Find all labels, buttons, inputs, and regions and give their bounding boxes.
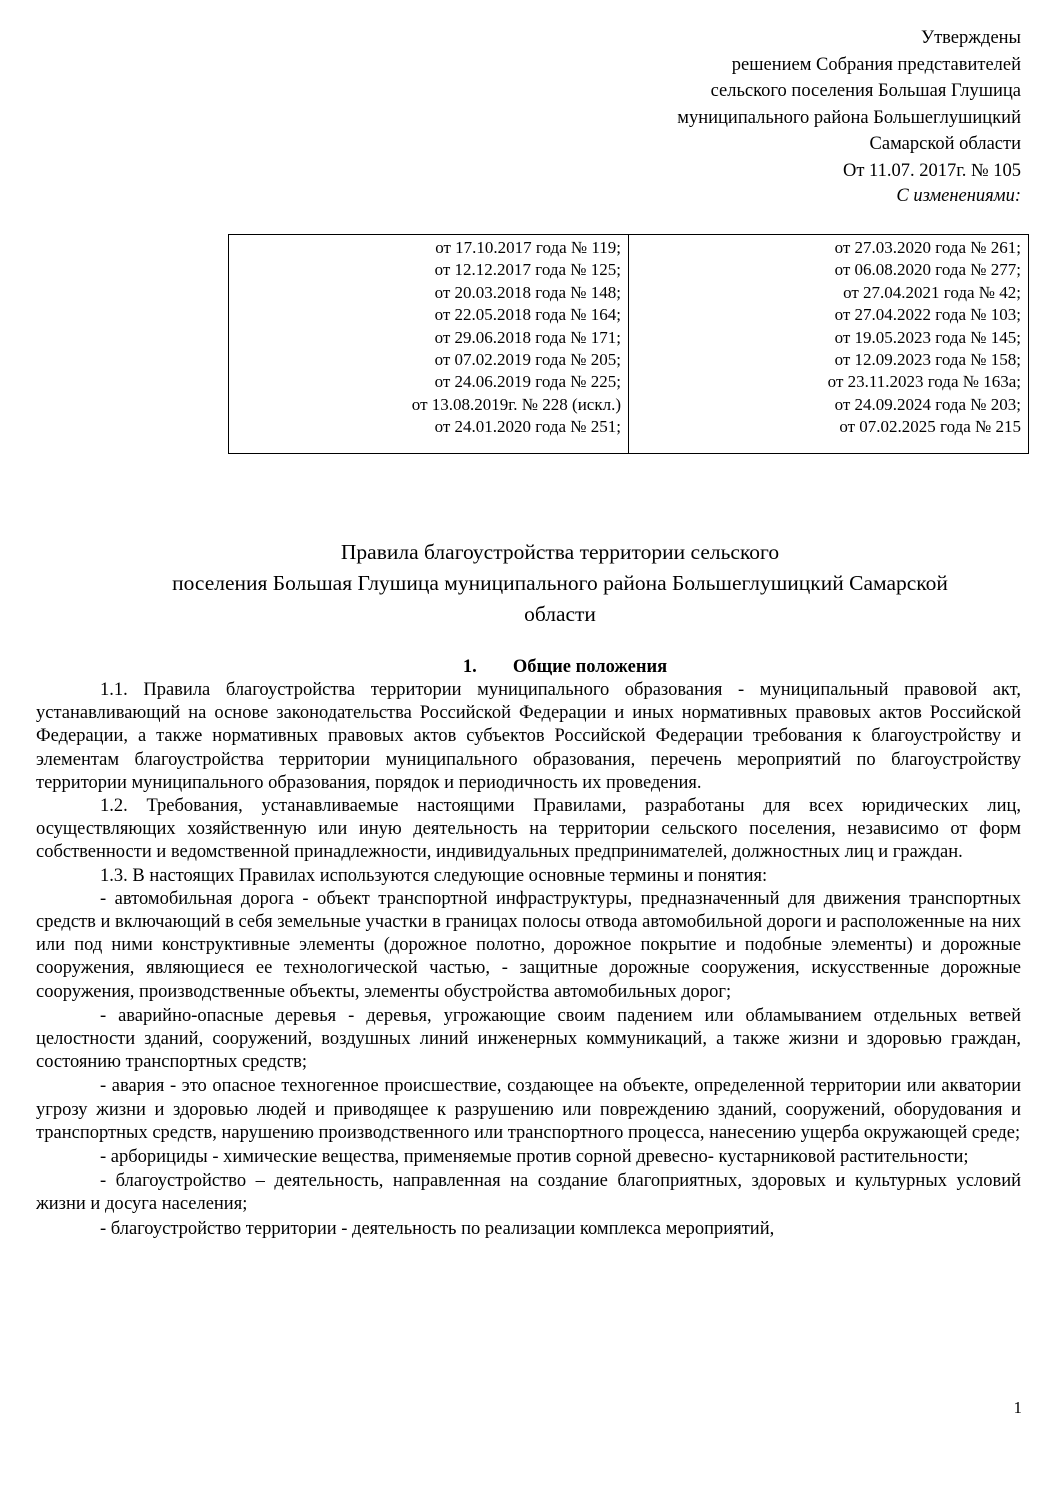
amendment-entry: от 20.03.2018 года № 148; — [434, 282, 621, 302]
amendment-entry: от 13.08.2019г. № 228 (искл.) — [411, 394, 621, 414]
amendment-entry: от 07.02.2025 года № 215 — [839, 417, 1021, 437]
amendment-entry: от 24.01.2020 года № 251; — [434, 417, 621, 437]
paragraph: 1.1. Правила благоустройства территории муниципального образования - муниципальный правовой акт, устанавливающий на основе законодательства Российской Федерации и иных нормативных правовых актов Российской Федерации, а также нормативных правовых актов субъектов Российской Федерации требования к благоустройству и элементам благоустройства территории муниципального образования, перечень мероприятий по благоустройству территории муниципального образования, порядок и периодичность их проведения. — [36, 680, 1021, 793]
section-heading — [0, 655, 1058, 679]
paragraph: 1.2. Требования, устанавливаемые настоящими Правилами, разработаны для всех юридических лиц, осуществляющих хозяйственную или иную деятельность на территории сельского поселения, независимо от форм собственности и ведомственной принадлежности, индивидуальных предпринимателей, должностных лиц и граждан. — [36, 796, 1021, 863]
approval-line: Утверждены — [920, 28, 1021, 48]
paragraph: - автомобильная дорога - объект транспортной инфраструктуры, предназначенный для движения транспортных средств и включающий в себя земельные участки в границах полосы отвода автомобильной дороги и расположенные на них или под ними конструктивные элементы (дорожное полотно, дорожное покрытие и подобные элементы) и дорожные сооружения, являющиеся ее технологической частью, - защитные дорожные сооружения, искусственные дорожные сооружения, производственные объекты, элементы обустройства автомобильных дорог; — [36, 888, 1021, 1002]
amendments-row — [229, 235, 1029, 454]
paragraph: - благоустройство территории - деятельность по реализации комплекса мероприятий, — [100, 1218, 775, 1239]
paragraph: - авария - это опасное техногенное происшествие, создающее на объекте, определенной территории или акватории угрозу жизни и здоровью людей и приводящее к разрушению или повреждению зданий, сооружений, оборудования и транспортных средств, нарушению производственного или транспортного процесса, нанесению ущерба окружающей среде; — [36, 1076, 1021, 1143]
changes-label: С изменениями: — [896, 186, 1021, 206]
approval-line: сельского поселения Большая Глушица — [710, 81, 1021, 101]
amendment-entry: от 19.05.2023 года № 145; — [834, 327, 1021, 347]
paragraph: - благоустройство – деятельность, направленная на создание благоприятных, здоровых и культурных условий жизни и досуга населения; — [36, 1171, 1021, 1215]
amendment-entry: от 07.02.2019 года № 205; — [434, 350, 621, 370]
amendments-right-column — [629, 235, 1029, 454]
section-number: 1. — [462, 657, 477, 677]
page-number: 1 — [1013, 1398, 1022, 1417]
section-title: Общие положения — [512, 657, 668, 677]
approval-block — [677, 25, 1021, 208]
amendment-entry: от 24.09.2024 года № 203; — [834, 394, 1021, 414]
document-title — [60, 537, 1058, 630]
title-line: Правила благоустройства территории сельского — [340, 540, 780, 564]
amendment-entry: от 22.05.2018 года № 164; — [434, 305, 621, 325]
title-line: области — [524, 602, 596, 626]
amendment-entry: от 27.03.2020 года № 261; — [834, 238, 1021, 257]
amendments-table — [228, 234, 1029, 454]
amendments-left-column — [229, 235, 629, 454]
amendment-entry: от 24.06.2019 года № 225; — [434, 372, 621, 392]
paragraph: - арборициды - химические вещества, применяемые против сорной древесно- кустарниковой растительности; — [100, 1147, 969, 1168]
amendment-entry: от 06.08.2020 года № 277; — [834, 260, 1021, 280]
amendment-entry: от 17.10.2017 года № 119; — [435, 238, 621, 257]
paragraph: - аварийно-опасные деревья - деревья, угрожающие своим падением или обламыванием отдельных ветвей целостности зданий, сооружений, воздушных линий инженерных коммуникаций, а также жизни и здоровью граждан, состоянию транспортных средств; — [36, 1005, 1021, 1073]
approval-line: решением Собрания представителей — [731, 54, 1021, 75]
amendment-entry: от 23.11.2023 года № 163а; — [827, 372, 1021, 392]
title-line: поселения Большая Глушица муниципального района Большеглушицкий Самарской — [172, 571, 948, 595]
amendment-entry: от 27.04.2021 года № 42; — [843, 282, 1021, 302]
amendment-entry: от 29.06.2018 года № 171; — [434, 327, 621, 347]
paragraph: 1.3. В настоящих Правилах используются следующие основные термины и понятия: — [100, 865, 768, 886]
approval-line: От 11.07. 2017г. № 105 — [842, 160, 1021, 181]
approval-line: Самарской области — [869, 134, 1021, 154]
body-text — [36, 679, 1021, 1241]
approval-line: муниципального района Большеглушицкий — [677, 107, 1021, 128]
amendment-entry: от 12.09.2023 года № 158; — [834, 350, 1021, 370]
amendment-entry: от 27.04.2022 года № 103; — [834, 305, 1021, 325]
amendment-entry: от 12.12.2017 года № 125; — [434, 260, 621, 280]
